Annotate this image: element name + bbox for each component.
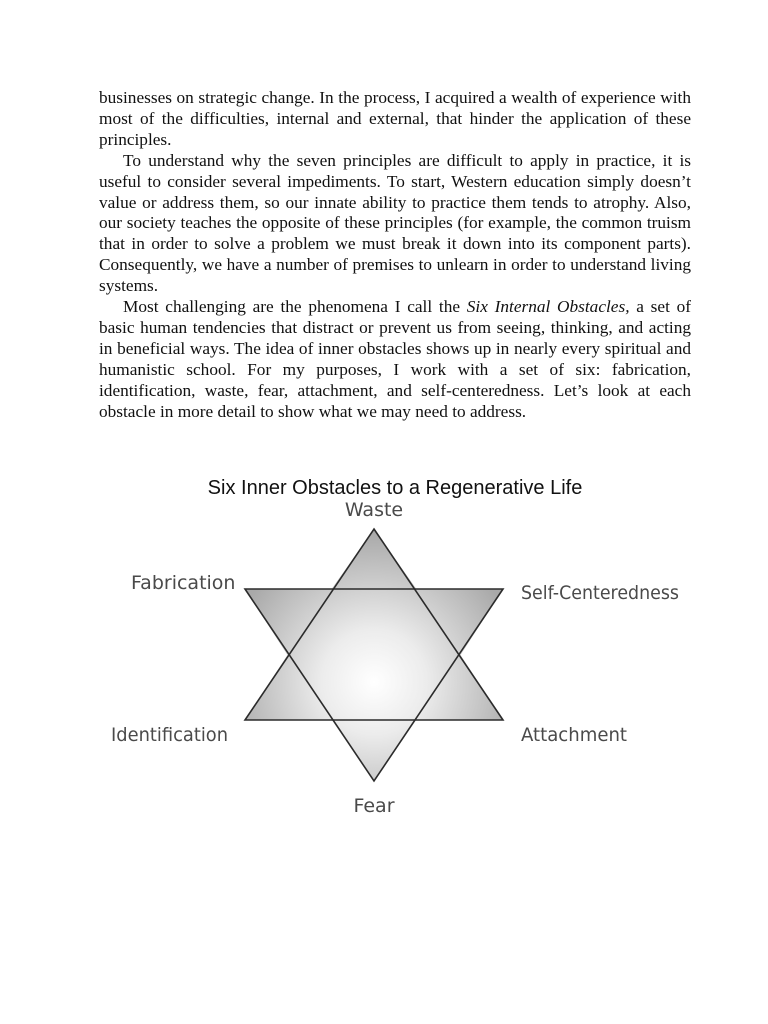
label-waste: Waste — [344, 499, 404, 521]
label-self-centeredness: Self-Centeredness — [521, 582, 679, 604]
six-obstacles-diagram — [0, 490, 768, 830]
paragraph-3-lead: Most challenging are the phenomena I call the — [123, 297, 467, 317]
paragraph-3 — [99, 297, 691, 422]
label-fear: Fear — [353, 795, 395, 817]
paragraph-1: businesses on strategic change. In the process, I acquired a wealth of experience with most of the difficulties, internal and external, that hinder the application of these principles. — [99, 88, 691, 149]
paragraph-3-rest: a set of basic human tendencies that distract or prevent us from seeing, thinking, and acting in beneficial ways. The idea of inner obstacles shows up in nearly every spiritual and humanistic school. For my purposes, I work with a set of six: fabrication, identification, waste, fear, attachment, and self-centeredness. Let’s look at each obstacle in more detail to show what we may need to address. — [99, 297, 692, 421]
label-attachment: Attachment — [521, 724, 627, 746]
label-fabrication: Fabrication — [131, 572, 236, 594]
label-identification: Identification — [111, 724, 228, 746]
figure-title: Six Inner Obstacles to a Regenerative Life — [207, 477, 583, 499]
paragraph-3-emphasis: Six Internal Obstacles, — [466, 297, 630, 317]
star-shape — [245, 529, 503, 781]
body-text — [99, 88, 691, 423]
paragraph-2: To understand why the seven principles are difficult to apply in practice, it is useful to consider several impediments. To start, Western education simply doesn’t value or address them, so our innate ability to practice them tends to atrophy. Also, our society teaches the opposite of these principles (for example, the common truism that in order to solve a problem we must break it down into its component parts). Consequently, we have a number of premises to unlearn in order to understand living systems. — [99, 150, 691, 296]
